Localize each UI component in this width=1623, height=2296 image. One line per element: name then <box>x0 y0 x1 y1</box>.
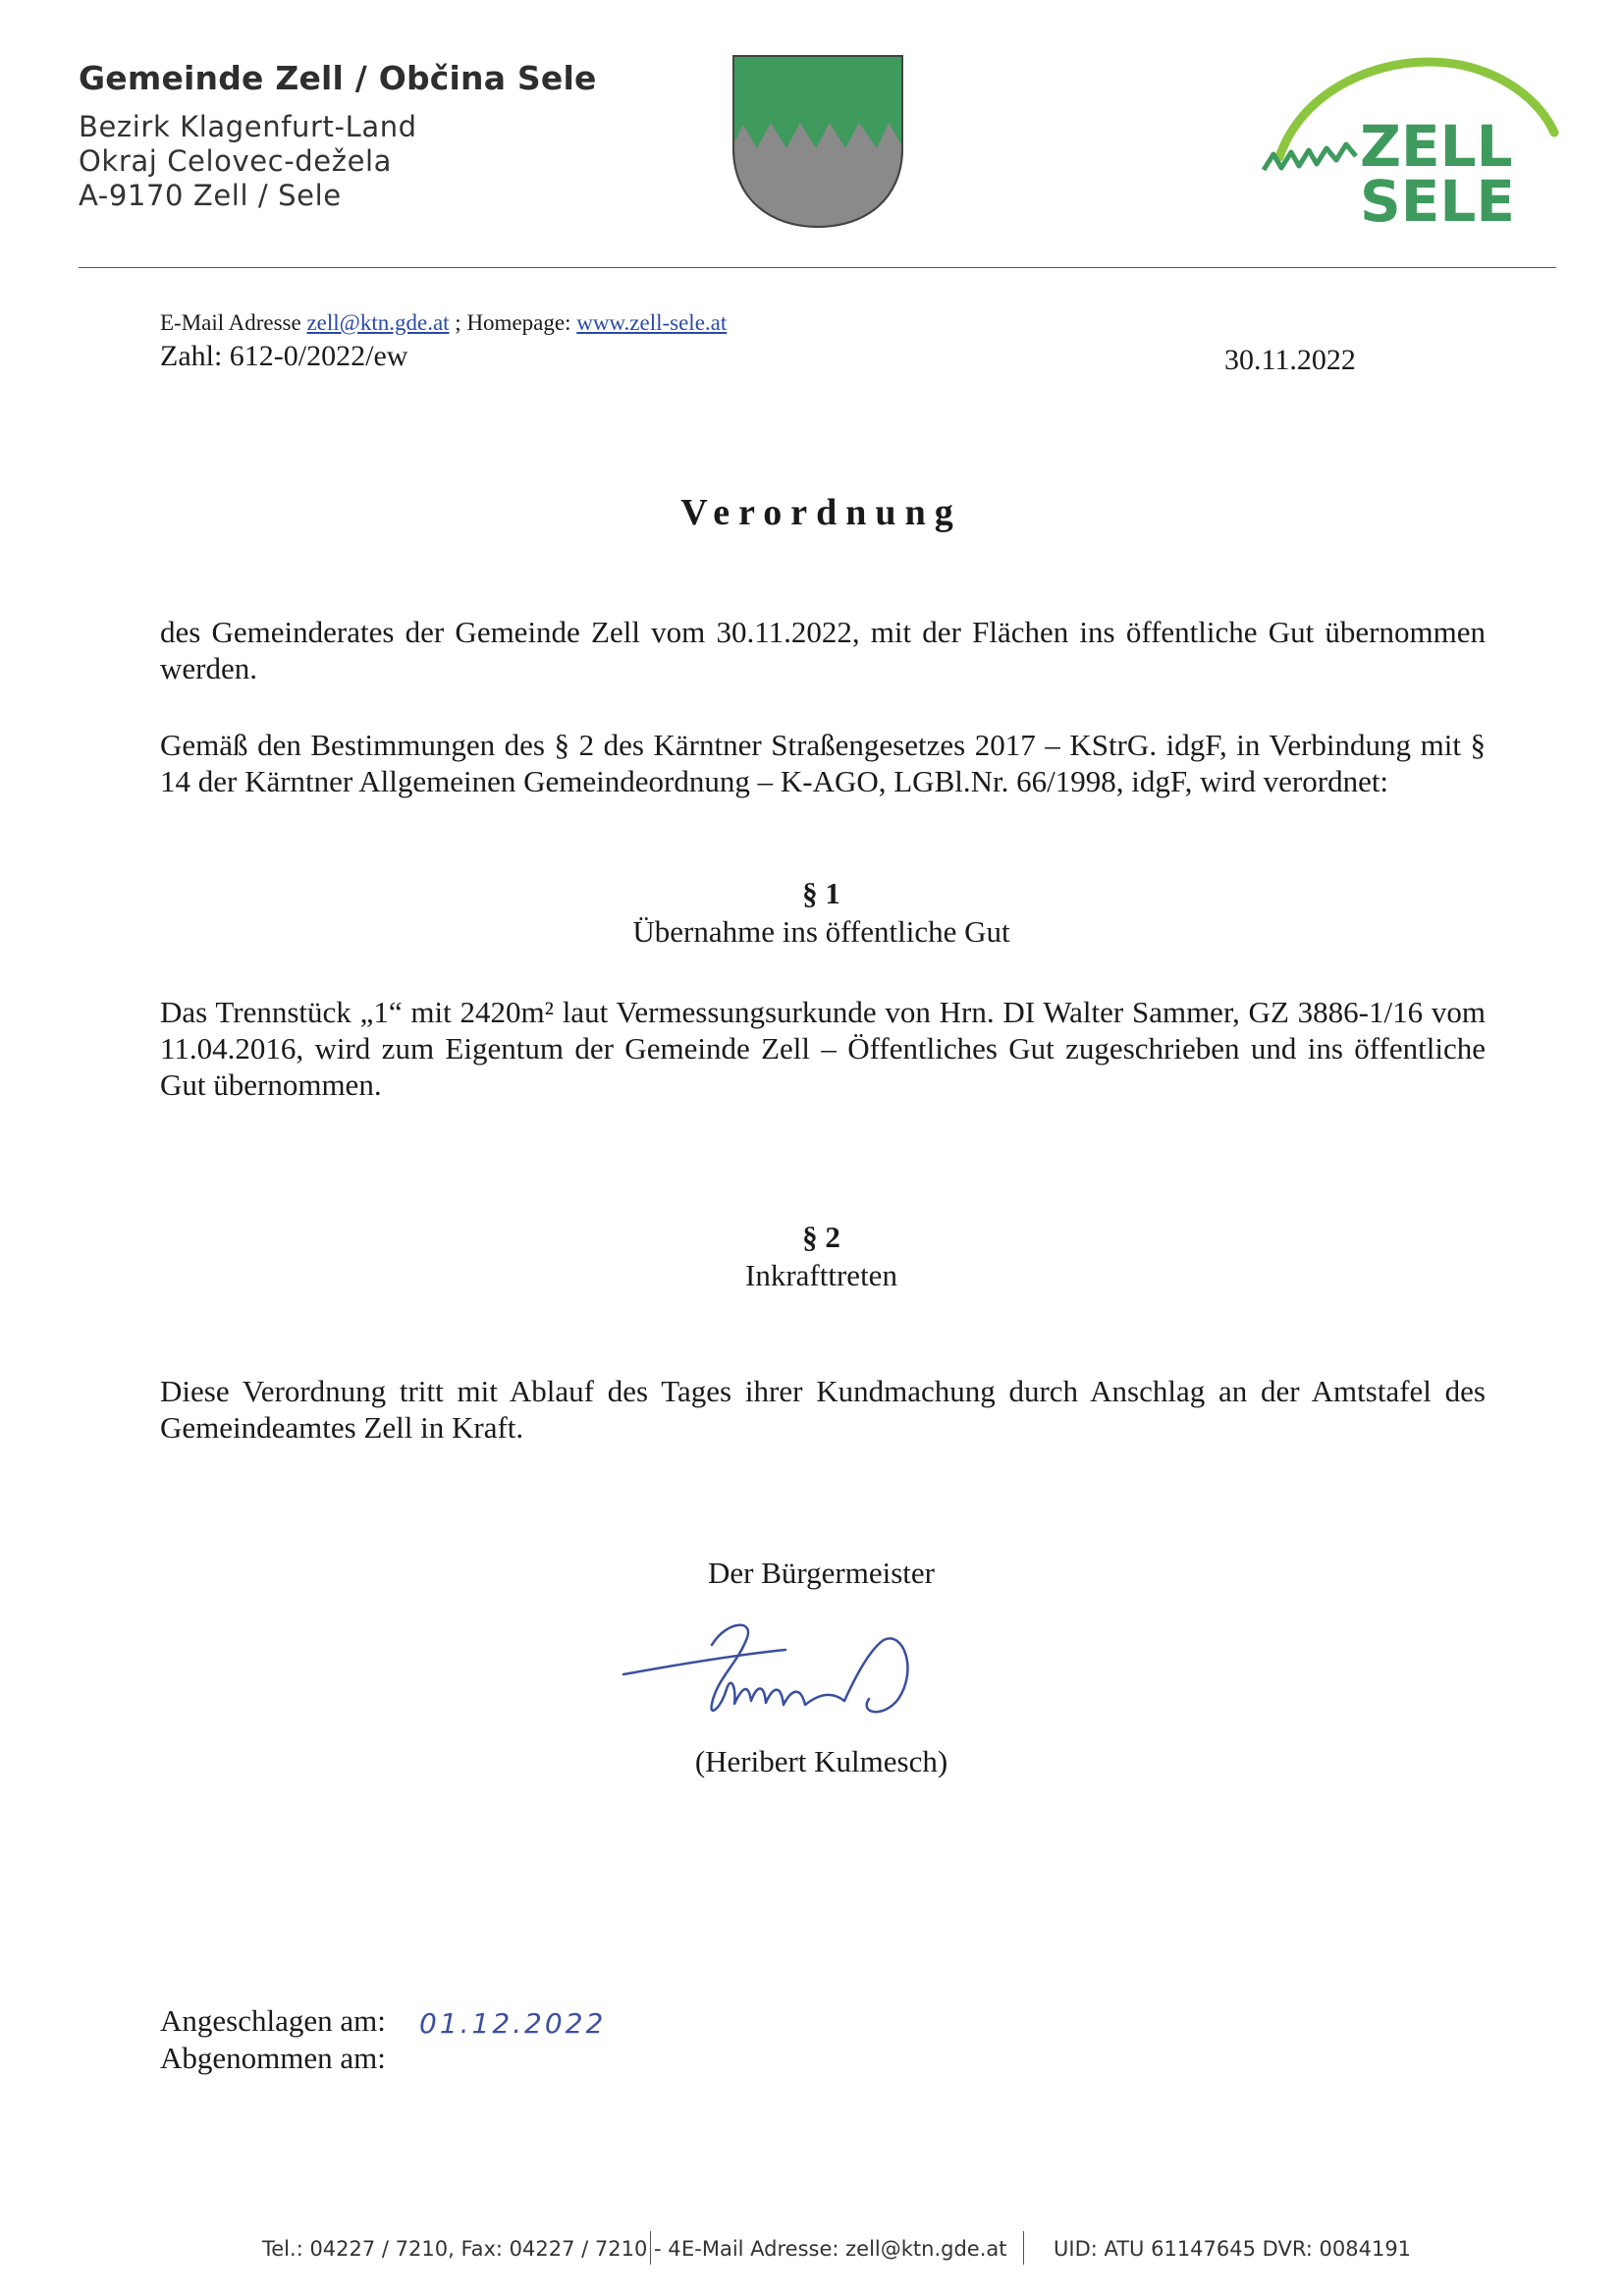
footer-divider <box>650 2231 651 2265</box>
svg-text:01.12.2022: 01.12.2022 <box>419 2007 607 2040</box>
intro-paragraph: des Gemeinderates der Gemeinde Zell vom 30.11.2022, mit der Flächen ins öffentliche Gut übernommen werden. <box>160 615 1486 685</box>
footer-phone: Tel.: 04227 / 7210, Fax: 04227 / 7210 - 4 <box>262 2237 681 2261</box>
mayor-name: (Heribert Kulmesch) <box>694 1744 948 1778</box>
removed-label: Abgenommen am: <box>160 2041 386 2075</box>
contact-separator: ; <box>455 310 461 335</box>
section-2-text: Diese Verordnung tritt mit Ablauf des Tages ihrer Kundmachung durch Anschlag an der Amtstafel des Gemeindeamtes Zell in Kraft. <box>160 1374 1486 1445</box>
email-link[interactable]: zell@ktn.gde.at <box>306 310 450 335</box>
legal-basis-paragraph: Gemäß den Bestimmungen des § 2 des Kärntner Straßengesetzes 2017 – KStrG. idgF, in Verbindung mit § 14 der Kärntner Allgemeinen Gemeindeordnung – K-AGO, LGBl.Nr. 66/1998, idgF, wird verordnet: <box>160 728 1486 798</box>
document-date: 30.11.2022 <box>1224 344 1356 376</box>
contact-line <box>160 310 727 336</box>
section-2-heading: Inkrafttreten <box>745 1258 897 1292</box>
section-1-number: § 1 <box>802 876 840 910</box>
homepage-label: Homepage: <box>466 310 571 335</box>
section-2-number: § 2 <box>802 1220 840 1254</box>
logo-text-zell: ZELL <box>1360 113 1513 180</box>
posted-label: Angeschlagen am: <box>160 2003 386 2038</box>
homepage-link[interactable]: www.zell-sele.at <box>576 310 728 335</box>
postal-address-line: A-9170 Zell / Sele <box>79 179 342 212</box>
header-divider <box>79 267 1556 268</box>
footer-ids: UID: ATU 61147645 DVR: 0084191 <box>1054 2237 1412 2261</box>
document-title: Verordnung <box>680 492 962 533</box>
district-line: Bezirk Klagenfurt-Land <box>79 110 417 143</box>
section-1-text: Das Trennstück „1“ mit 2420m² laut Vermessungsurkunde von Hrn. DI Walter Sammer, GZ 3886-1/16 vom 11.04.2016, wird zum Eigentum der Gemeinde Zell – Öffentliches Gut zugeschrieben und ins öffentliche Gut übernommen. <box>160 995 1486 1102</box>
email-label: E-Mail Adresse <box>160 310 301 335</box>
footer-email: E-Mail Adresse: zell@ktn.gde.at <box>681 2237 1007 2261</box>
district-line-slovene: Okraj Celovec-dežela <box>79 144 393 178</box>
section-1-heading: Übernahme ins öffentliche Gut <box>632 914 1010 949</box>
posted-date-handwritten <box>417 2003 614 2043</box>
handwritten-signature-icon <box>619 1611 992 1738</box>
municipality-title: Gemeinde Zell / Občina Sele <box>79 59 597 97</box>
footer-divider <box>1023 2231 1024 2265</box>
coat-of-arms-icon <box>731 54 904 229</box>
zell-sele-logo-icon <box>1262 54 1561 231</box>
reference-number: Zahl: 612-0/2022/ew <box>160 340 408 372</box>
logo-text-sele: SELE <box>1360 168 1515 231</box>
signatory-title: Der Bürgermeister <box>708 1556 935 1590</box>
